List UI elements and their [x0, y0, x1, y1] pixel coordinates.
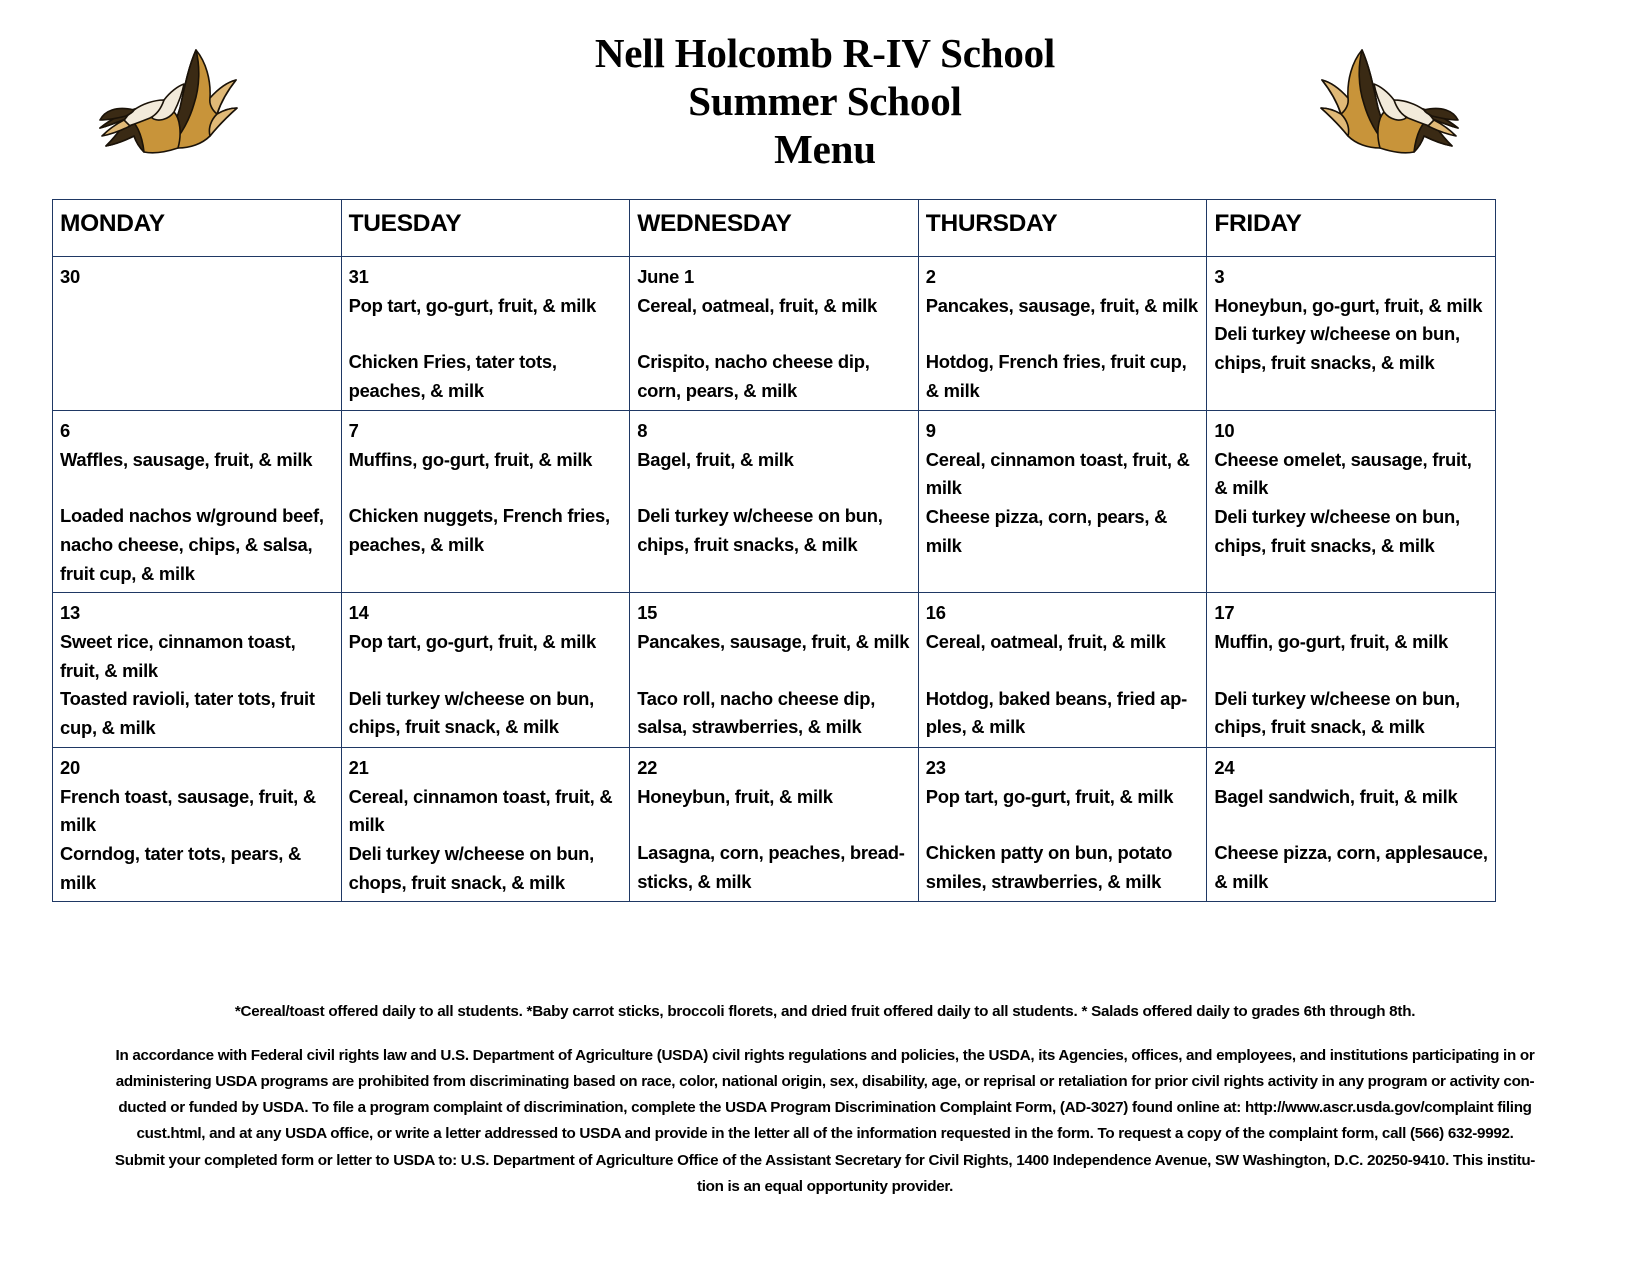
calendar-header-row: [53, 200, 1496, 257]
day-number: 6: [60, 419, 70, 441]
day-cell: [630, 593, 919, 748]
day-cell: [1207, 593, 1496, 748]
breakfast-text: Muffins, go-gurt, fruit, & milk: [348, 448, 593, 470]
lunch-text: Loaded nachos w/ground beef, nacho cheese, chips, & salsa, fruit cup, & milk: [60, 505, 324, 584]
day-number: 20: [60, 756, 80, 778]
lunch-text: Deli turkey w/cheese on bun, chips, fruit snack, & milk: [348, 687, 595, 738]
title-line-3: Menu: [774, 125, 876, 172]
breakfast-text: Cereal, cinnamon toast, fruit, & milk: [348, 785, 613, 836]
breakfast-text: Pancakes, sausage, fruit, & milk: [925, 294, 1198, 316]
lunch-text: Deli turkey w/cheese on bun, chips, fruit snacks, & milk: [637, 505, 883, 555]
calendar-body: [53, 257, 1496, 902]
breakfast-text: Bagel, fruit, & milk: [637, 448, 794, 470]
lunch-text: Cheese pizza, corn, pears, & milk: [925, 505, 1168, 556]
column-header-wednesday: WEDNESDAY: [630, 200, 919, 257]
day-cell: [341, 593, 630, 748]
disclaimer-line: administering USDA programs are prohibited from discriminating based on race, color, national origin, sex, disability, age, or reprisal or retaliation for prior civil rights activity in any program or activity con-: [115, 1073, 1535, 1091]
disclaimer-line: tion is an equal opportunity provider.: [696, 1177, 954, 1195]
breakfast-text: Sweet rice, cinnamon toast, fruit, & milk: [60, 631, 296, 681]
day-cell: [53, 410, 342, 593]
page-header: [0, 0, 1650, 196]
day-cell: [1207, 747, 1496, 902]
day-number: June 1: [637, 266, 694, 287]
day-cell: [630, 257, 919, 411]
breakfast-text: Cereal, cinnamon toast, fruit, & milk: [925, 448, 1190, 499]
day-number: 30: [60, 266, 80, 287]
lunch-text: Chicken Fries, tater tots, peaches, & milk: [348, 351, 557, 402]
day-number: 15: [637, 602, 658, 624]
day-number: 2: [925, 266, 936, 287]
column-header-friday: FRIDAY: [1207, 200, 1496, 257]
daily-offerings-footnote: *Cereal/toast offered daily to all students. *Baby carrot sticks, broccoli florets, and dried fruit offered daily to all students. * Salads offered daily to grades 6th through 8th.: [234, 1003, 1416, 1020]
day-cell: [341, 257, 630, 411]
eagle-mascot-logo-right: [1310, 42, 1480, 182]
lunch-text: Deli turkey w/cheese on bun, chips, fruit snacks, & milk: [1214, 505, 1460, 556]
calendar-week-row: [53, 257, 1496, 411]
lunch-text: Deli turkey w/cheese on bun, chips, fruit snack, & milk: [1214, 687, 1460, 738]
disclaimer-line: In accordance with Federal civil rights law and U.S. Department of Agriculture (USDA) civil rights regulations and policies, the USDA, its Agencies, offices, and employees, and institutions participating in or: [115, 1047, 1535, 1064]
day-cell: [341, 410, 630, 593]
column-header-thursday: THURSDAY: [918, 200, 1207, 257]
day-number: 7: [348, 419, 359, 441]
lunch-text: Corndog, tater tots, pears, & milk: [60, 842, 302, 893]
menu-calendar-table: [52, 199, 1496, 902]
title-line-1: Nell Holcomb R-IV School: [594, 30, 1056, 76]
breakfast-text: Pop tart, go-gurt, fruit, & milk: [348, 631, 597, 653]
day-cell: [918, 747, 1207, 902]
disclaimer-line: Submit your completed form or letter to USDA to: U.S. Department of Agriculture Office of the Assistant Secretary for Civil Rights, 1400 Independence Avenue, SW Washington, D.C. 20250-9410. This institu-: [114, 1151, 1536, 1169]
lunch-text: Chicken patty on bun, potato smiles, strawberries, & milk: [925, 842, 1173, 892]
day-number: 31: [348, 266, 369, 287]
day-cell: [1207, 410, 1496, 593]
lunch-text: Lasagna, corn, peaches, bread-sticks, & milk: [637, 842, 905, 892]
day-cell: [630, 747, 919, 902]
day-number: 10: [1214, 419, 1235, 441]
breakfast-text: Bagel sandwich, fruit, & milk: [1214, 785, 1458, 807]
calendar-week-row: [53, 593, 1496, 748]
day-cell: [341, 747, 630, 902]
day-number: 23: [925, 756, 946, 778]
breakfast-text: Pancakes, sausage, fruit, & milk: [637, 631, 910, 653]
calendar-week-row: [53, 410, 1496, 593]
breakfast-text: Cereal, oatmeal, fruit, & milk: [637, 294, 878, 316]
day-cell: [1207, 257, 1496, 411]
column-header-tuesday: TUESDAY: [341, 200, 630, 257]
breakfast-text: Pop tart, go-gurt, fruit, & milk: [348, 294, 597, 316]
day-cell: [918, 257, 1207, 411]
disclaimer-line: ducted or funded by USDA. To file a program complaint of discrimination, complete the USDA Program Discrimination Complaint Form, (AD-3027) found online at: http://www.ascr.usda.gov/complaint filing: [118, 1099, 1532, 1117]
lunch-text: Toasted ravioli, tater tots, fruit cup, & milk: [60, 688, 315, 739]
breakfast-text: Honeybun, fruit, & milk: [637, 785, 833, 807]
day-number: 24: [1214, 756, 1235, 778]
lunch-text: Hotdog, baked beans, fried ap-ples, & milk: [925, 687, 1188, 738]
breakfast-text: French toast, sausage, fruit, & milk: [60, 785, 316, 836]
day-number: 9: [925, 419, 936, 441]
lunch-text: Deli turkey w/cheese on bun, chips, fruit snacks, & milk: [1214, 323, 1460, 374]
day-cell: [918, 410, 1207, 593]
breakfast-text: Cheese omelet, sausage, fruit, & milk: [1214, 448, 1472, 499]
disclaimer-line: cust.html, and at any USDA office, or write a letter addressed to USDA and provide in the letter all of the information requested in the form. To request a copy of the complaint form, call (566) 632-9992.: [136, 1125, 1514, 1143]
day-number: 13: [60, 602, 80, 624]
day-number: 16: [925, 602, 946, 624]
calendar-week-row: [53, 747, 1496, 902]
day-cell: [53, 747, 342, 902]
lunch-text: Cheese pizza, corn, applesauce, & milk: [1214, 842, 1488, 892]
usda-nondiscrimination-statement: [95, 1043, 1555, 1200]
day-number: 14: [348, 602, 369, 624]
column-header-monday: MONDAY: [53, 200, 342, 257]
day-number: 21: [348, 756, 369, 778]
lunch-text: Taco roll, nacho cheese dip, salsa, strawberries, & milk: [637, 687, 876, 738]
day-cell: [53, 593, 342, 748]
breakfast-text: Pop tart, go-gurt, fruit, & milk: [925, 785, 1174, 807]
lunch-text: Deli turkey w/cheese on bun, chops, fruit snack, & milk: [348, 842, 595, 893]
title-line-2: Summer School: [688, 77, 962, 124]
lunch-text: Crispito, nacho cheese dip, corn, pears, & milk: [637, 351, 870, 402]
lunch-text: Hotdog, French fries, fruit cup, & milk: [925, 351, 1187, 402]
day-number: 3: [1214, 266, 1225, 287]
day-cell: [53, 257, 342, 411]
breakfast-text: Cereal, oatmeal, fruit, & milk: [925, 631, 1166, 653]
day-number: 8: [637, 419, 648, 441]
day-cell: [630, 410, 919, 593]
breakfast-text: Muffin, go-gurt, fruit, & milk: [1214, 631, 1448, 653]
breakfast-text: Waffles, sausage, fruit, & milk: [60, 448, 313, 470]
lunch-text: Chicken nuggets, French fries, peaches, & milk: [348, 505, 610, 555]
breakfast-text: Honeybun, go-gurt, fruit, & milk: [1214, 294, 1483, 316]
day-number: 22: [637, 756, 658, 778]
day-number: 17: [1214, 602, 1235, 624]
day-cell: [918, 593, 1207, 748]
